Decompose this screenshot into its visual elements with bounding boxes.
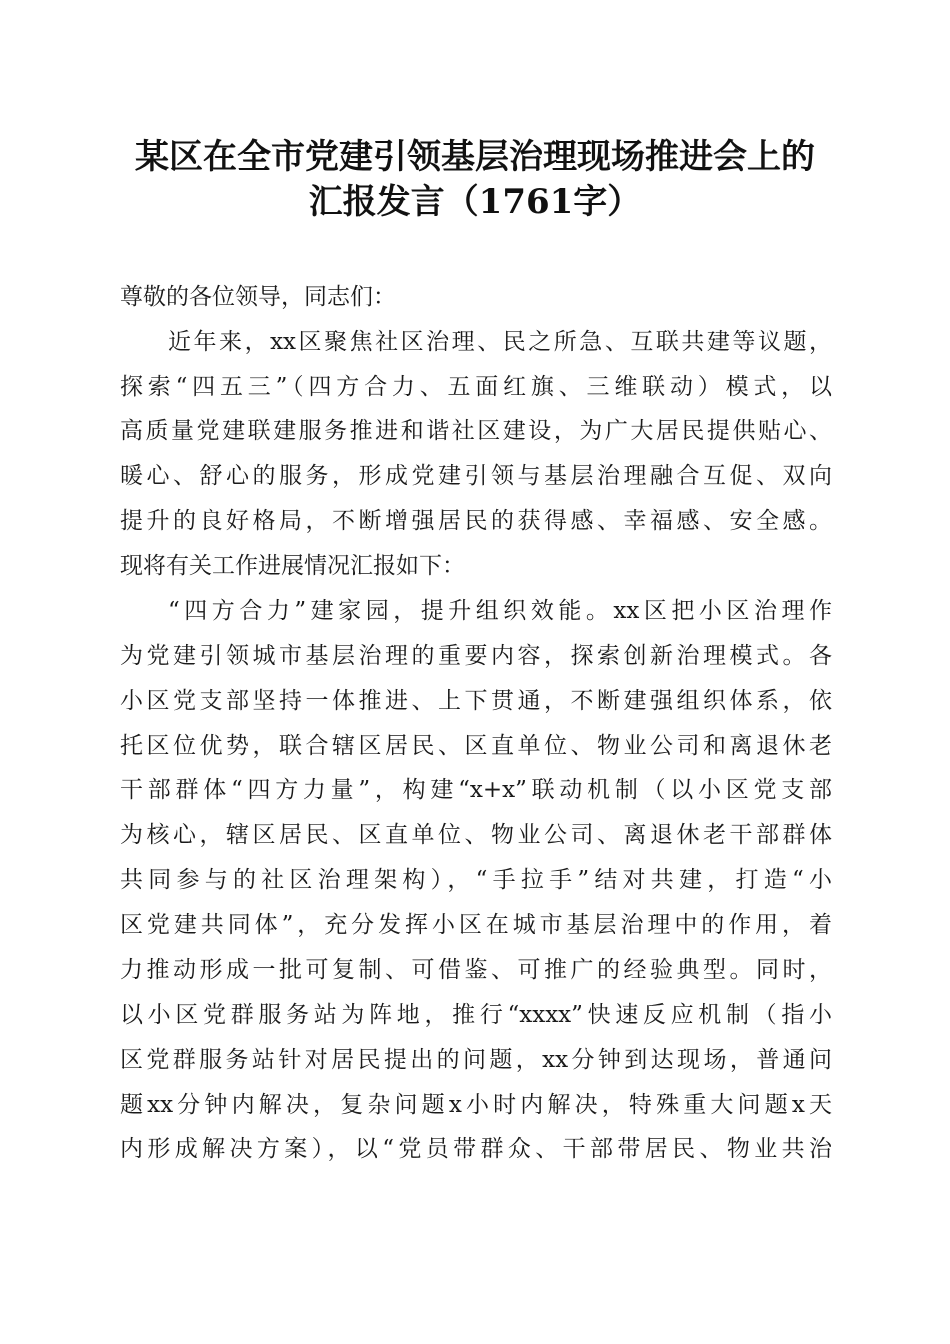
paragraph-line: 暖心、舒心的服务，形成党建引领与基层治理融合互促、双向 bbox=[120, 463, 832, 489]
document-title-line-2: 汇报发言（1761字） bbox=[308, 182, 642, 222]
paragraph-line: 区党群服务站针对居民提出的问题，xx分钟到达现场，普通问 bbox=[120, 1047, 832, 1073]
paragraph-line: 高质量党建联建服务推进和谐社区建设，为广大居民提供贴心、 bbox=[120, 418, 832, 444]
paragraph-line: 为党建引领城市基层治理的重要内容，探索创新治理模式。各 bbox=[120, 643, 832, 669]
paragraph-line: 近年来，xx区聚焦社区治理、民之所急、互联共建等议题， bbox=[168, 329, 832, 355]
paragraph-line: 托区位优势，联合辖区居民、区直单位、物业公司和离退休老 bbox=[120, 733, 832, 759]
salutation: 尊敬的各位领导，同志们： bbox=[120, 284, 396, 310]
paragraph-line: 现将有关工作进展情况汇报如下： bbox=[120, 553, 465, 579]
paragraph-line: “四方合力”建家园，提升组织效能。xx区把小区治理作 bbox=[168, 598, 832, 624]
paragraph-line: 力推动形成一批可复制、可借鉴、可推广的经验典型。同时， bbox=[120, 957, 832, 983]
paragraph-line: 内形成解决方案），以“党员带群众、干部带居民、物业共治 bbox=[120, 1136, 832, 1162]
paragraph-line: 共同参与的社区治理架构），“手拉手”结对共建，打造“小 bbox=[120, 867, 832, 893]
paragraph-line: 提升的良好格局，不断增强居民的获得感、幸福感、安全感。 bbox=[120, 508, 832, 534]
document-title-line-1: 某区在全市党建引领基层治理现场推进会上的 bbox=[135, 137, 815, 177]
paragraph-line: 为核心，辖区居民、区直单位、物业公司、离退休老干部群体 bbox=[120, 822, 832, 848]
paragraph-line: 小区党支部坚持一体推进、上下贯通，不断建强组织体系，依 bbox=[120, 688, 832, 714]
paragraph-line: 题xx分钟内解决，复杂问题x小时内解决，特殊重大问题x天 bbox=[120, 1092, 832, 1118]
paragraph-line: 干部群体“四方力量”，构建“x+x”联动机制（以小区党支部 bbox=[120, 777, 832, 803]
paragraph-line: 探索“四五三”（四方合力、五面红旗、三维联动）模式，以 bbox=[120, 374, 832, 400]
paragraph-line: 以小区党群服务站为阵地，推行“xxxx”快速反应机制（指小 bbox=[120, 1002, 832, 1028]
paragraph-line: 区党建共同体”，充分发挥小区在城市基层治理中的作用，着 bbox=[120, 912, 832, 938]
